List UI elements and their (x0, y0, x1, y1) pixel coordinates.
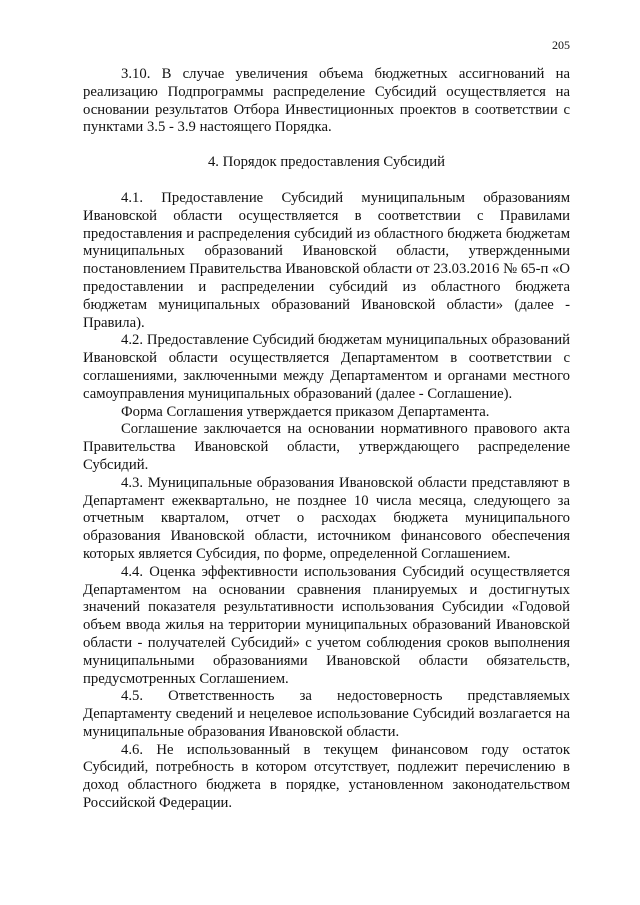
page-number: 205 (552, 38, 570, 52)
paragraph-4-4: 4.4. Оценка эффективности использования Субсидий осуществляется Департаментом на основании сравнения планируемых и достигнутых значений показателя результативности использования Субсидии «Годовой объем ввода жилья на территории муниципальных образований Ивановской области - получателей Субсидий» с учетом соблюдения сроков выполнения муниципальными образованиями Ивановской области обязательств, предусмотренных Соглашением. (83, 563, 570, 687)
paragraph-4-5: 4.5. Ответственность за недостоверность представляемых Департаменту сведений и нецелевое использование Субсидий возлагается на муниципальные образования Ивановской области. (83, 688, 570, 740)
paragraph-3-10: 3.10. В случае увеличения объема бюджетных ассигнований на реализацию Подпрограммы распределение Субсидий осуществляется на основании результатов Отбора Инвестиционных проектов в соответствии с пунктами 3.5 - 3.9 настоящего Порядка. (83, 66, 570, 136)
paragraph-agreement-form: Форма Соглашения утверждается приказом Департамента. (121, 403, 490, 420)
section-heading: 4. Порядок предоставления Субсидий (207, 154, 446, 171)
paragraph-4-6: 4.6. Не использованный в текущем финансовом году остаток Субсидий, потребность в котором отсутствует, подлежит перечислению в доход областного бюджета в порядке, установленном законодательством Российской Федерации. (83, 741, 570, 812)
paragraph-agreement-basis: Соглашение заключается на основании нормативного правового акта Правительства Ивановской области, утверждающего распределение Субсидий. (83, 421, 570, 473)
paragraph-4-2: 4.2. Предоставление Субсидий бюджетам муниципальных образований Ивановской области осуществляется Департаментом в соответствии с соглашениями, заключенными между Департаментом и органами местного самоуправления муниципальных образований (далее - Соглашение). (83, 332, 570, 402)
paragraph-4-1: 4.1. Предоставление Субсидий муниципальным образованиям Ивановской области осуществляется в соответствии с Правилами предоставления и распределения субсидий из областного бюджета бюджетам муниципальных образований Ивановской области, утвержденными постановлением Правительства Ивановской области от 23.03.2016 № 65-п «О предоставлении и распределении субсидий из областного бюджета бюджетам муниципальных образований Ивановской области» (далее - Правила). (83, 189, 570, 331)
paragraph-4-3: 4.3. Муниципальные образования Ивановской области представляют в Департамент ежеквартально, не позднее 10 числа месяца, следующего за отчетным кварталом, отчет о расходах бюджета муниципального образования Ивановской области, источником финансового обеспечения которых является Субсидия, по форме, определенной Соглашением. (83, 474, 570, 562)
